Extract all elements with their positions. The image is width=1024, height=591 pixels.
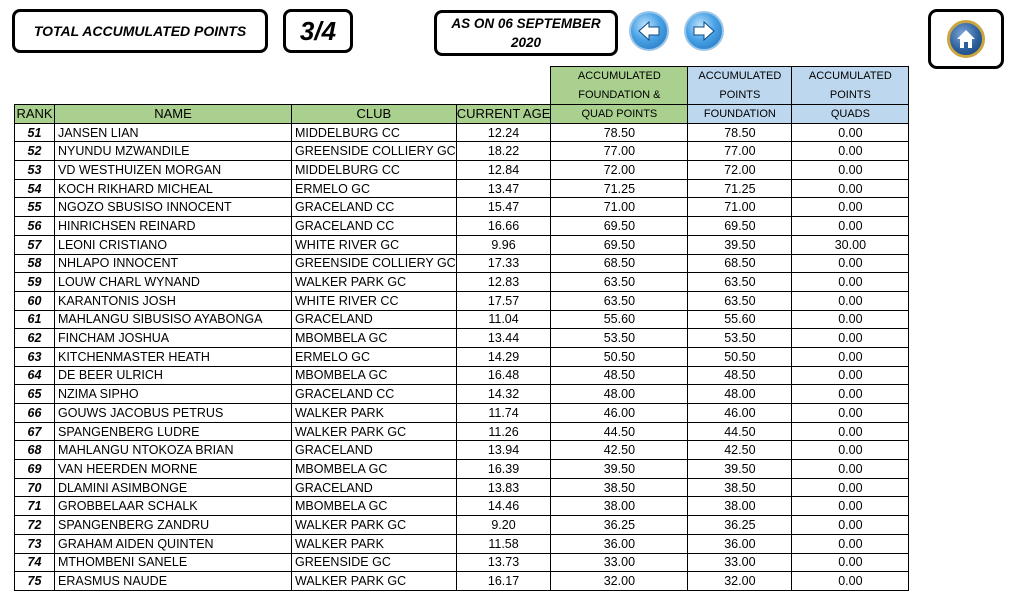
club-cell: WALKER PARK [292, 404, 457, 423]
age-cell: 11.74 [456, 404, 551, 423]
table-row [15, 161, 909, 180]
table-row [15, 441, 909, 460]
home-icon-frame [947, 20, 985, 58]
foundation-quad-points-cell: 68.50 [551, 254, 688, 273]
table-row [15, 497, 909, 516]
rank-cell: 57 [15, 235, 55, 254]
name-cell: LOUW CHARL WYNAND [55, 273, 292, 292]
age-cell: 16.39 [456, 460, 551, 479]
club-cell: MBOMBELA GC [292, 497, 457, 516]
previous-page-button[interactable] [629, 11, 669, 51]
age-cell: 12.84 [456, 161, 551, 180]
foundation-quad-points-cell: 77.00 [551, 142, 688, 161]
foundation-quad-points-cell: 48.50 [551, 366, 688, 385]
foundation-points-cell: 44.50 [688, 422, 792, 441]
foundation-quad-points-cell: 38.00 [551, 497, 688, 516]
table-row [15, 179, 909, 198]
age-cell: 15.47 [456, 198, 551, 217]
foundation-points-cell: 55.60 [688, 310, 792, 329]
foundation-quad-points-cell: 36.00 [551, 534, 688, 553]
quad-points-cell: 0.00 [792, 366, 909, 385]
rank-cell: 66 [15, 404, 55, 423]
club-cell: GREENSIDE COLLIERY GC [292, 142, 457, 161]
points-table [14, 66, 909, 591]
age-cell: 14.32 [456, 385, 551, 404]
col-foundation: FOUNDATION [688, 105, 792, 124]
col-name: NAME [55, 105, 292, 124]
club-cell: GRACELAND [292, 478, 457, 497]
foundation-quad-points-cell: 63.50 [551, 291, 688, 310]
age-cell: 13.44 [456, 329, 551, 348]
age-cell: 14.46 [456, 497, 551, 516]
foundation-points-cell: 42.50 [688, 441, 792, 460]
club-cell: GRACELAND [292, 441, 457, 460]
club-cell: ERMELO GC [292, 347, 457, 366]
foundation-quad-points-cell: 42.50 [551, 441, 688, 460]
name-cell: LEONI CRISTIANO [55, 235, 292, 254]
age-cell: 13.94 [456, 441, 551, 460]
col-rank: RANK [16, 106, 53, 122]
foundation-quad-points-cell: 33.00 [551, 553, 688, 572]
club-cell: WALKER PARK [292, 534, 457, 553]
column-header-row [15, 105, 909, 124]
quad-points-cell: 0.00 [792, 347, 909, 366]
quad-points-cell: 0.00 [792, 142, 909, 161]
quad-points-cell: 0.00 [792, 123, 909, 142]
table-row [15, 254, 909, 273]
quad-points-cell: 0.00 [792, 516, 909, 535]
quad-points-cell: 0.00 [792, 217, 909, 236]
foundation-points-cell: 33.00 [688, 553, 792, 572]
age-cell: 11.04 [456, 310, 551, 329]
foundation-points-cell: 32.00 [688, 572, 792, 591]
name-cell: DE BEER ULRICH [55, 366, 292, 385]
rank-cell: 54 [15, 179, 55, 198]
quad-points-cell: 0.00 [792, 404, 909, 423]
foundation-quad-points-cell: 78.50 [551, 123, 688, 142]
table-row [15, 235, 909, 254]
age-cell: 13.73 [456, 553, 551, 572]
club-cell: MIDDELBURG CC [292, 123, 457, 142]
age-cell: 11.26 [456, 422, 551, 441]
name-cell: NGOZO SBUSISO INNOCENT [55, 198, 292, 217]
rank-cell: 60 [15, 291, 55, 310]
foundation-points-cell: 50.50 [688, 347, 792, 366]
name-cell: FINCHAM JOSHUA [55, 329, 292, 348]
club-cell: WALKER PARK GC [292, 422, 457, 441]
name-cell: NZIMA SIPHO [55, 385, 292, 404]
rank-cell: 74 [15, 553, 55, 572]
quad-points-cell: 0.00 [792, 441, 909, 460]
name-cell: VD WESTHUIZEN MORGAN [55, 161, 292, 180]
foundation-points-cell: 39.50 [688, 235, 792, 254]
table-row [15, 310, 909, 329]
foundation-points-cell: 36.25 [688, 516, 792, 535]
page-indicator: 3/4 [283, 9, 353, 53]
next-page-button[interactable] [684, 11, 724, 51]
club-cell: WHITE RIVER GC [292, 235, 457, 254]
age-cell: 9.20 [456, 516, 551, 535]
name-cell: SPANGENBERG LUDRE [55, 422, 292, 441]
foundation-points-cell: 71.00 [688, 198, 792, 217]
foundation-points-cell: 53.50 [688, 329, 792, 348]
name-cell: GRAHAM AIDEN QUINTEN [55, 534, 292, 553]
rank-cell: 64 [15, 366, 55, 385]
age-cell: 16.48 [456, 366, 551, 385]
foundation-points-cell: 78.50 [688, 123, 792, 142]
club-cell: MIDDELBURG CC [292, 161, 457, 180]
age-cell: 13.47 [456, 179, 551, 198]
rank-cell: 55 [15, 198, 55, 217]
age-cell: 16.66 [456, 217, 551, 236]
foundation-quad-points-cell: 36.25 [551, 516, 688, 535]
table-row [15, 273, 909, 292]
quad-points-cell: 0.00 [792, 497, 909, 516]
rank-cell: 53 [15, 161, 55, 180]
rank-cell: 73 [15, 534, 55, 553]
name-cell: JANSEN LIAN [55, 123, 292, 142]
home-button[interactable] [928, 9, 1004, 69]
rank-cell: 51 [15, 123, 55, 142]
table-row [15, 347, 909, 366]
foundation-points-cell: 63.50 [688, 291, 792, 310]
name-cell: ERASMUS NAUDE [55, 572, 292, 591]
quad-points-cell: 0.00 [792, 254, 909, 273]
foundation-quad-points-cell: 48.00 [551, 385, 688, 404]
rank-cell: 63 [15, 347, 55, 366]
foundation-points-cell: 39.50 [688, 460, 792, 479]
name-cell: VAN HEERDEN MORNE [55, 460, 292, 479]
quad-points-cell: 0.00 [792, 310, 909, 329]
table-row [15, 198, 909, 217]
name-cell: HINRICHSEN REINARD [55, 217, 292, 236]
quad-points-cell: 0.00 [792, 198, 909, 217]
foundation-points-cell: 36.00 [688, 534, 792, 553]
age-cell: 11.58 [456, 534, 551, 553]
club-cell: GREENSIDE COLLIERY GC [292, 254, 457, 273]
club-cell: GRACELAND CC [292, 385, 457, 404]
age-cell: 17.57 [456, 291, 551, 310]
group-header-foundation: ACCUMULATED POINTS [688, 67, 792, 105]
group-header-foundation-quad: ACCUMULATED FOUNDATION & [551, 67, 688, 105]
name-cell: MAHLANGU SIBUSISO AYABONGA [55, 310, 292, 329]
rank-cell: 59 [15, 273, 55, 292]
name-cell: GOUWS JACOBUS PETRUS [55, 404, 292, 423]
rank-cell: 70 [15, 478, 55, 497]
name-cell: GROBBELAAR SCHALK [55, 497, 292, 516]
quad-points-cell: 0.00 [792, 460, 909, 479]
foundation-quad-points-cell: 71.00 [551, 198, 688, 217]
rank-cell: 56 [15, 217, 55, 236]
club-cell: MBOMBELA GC [292, 329, 457, 348]
foundation-quad-points-cell: 32.00 [551, 572, 688, 591]
table-row [15, 366, 909, 385]
rank-cell: 58 [15, 254, 55, 273]
foundation-quad-points-cell: 69.50 [551, 235, 688, 254]
rank-cell: 62 [15, 329, 55, 348]
quad-points-cell: 0.00 [792, 478, 909, 497]
rank-cell: 72 [15, 516, 55, 535]
table-row [15, 478, 909, 497]
quad-points-cell: 0.00 [792, 179, 909, 198]
name-cell: MAHLANGU NTOKOZA BRIAN [55, 441, 292, 460]
club-cell: GRACELAND [292, 310, 457, 329]
quad-points-cell: 0.00 [792, 385, 909, 404]
quad-points-cell: 0.00 [792, 273, 909, 292]
col-quads: QUADS [792, 105, 909, 124]
group-header-quads: ACCUMULATED POINTS [792, 67, 909, 105]
quad-points-cell: 0.00 [792, 291, 909, 310]
foundation-quad-points-cell: 72.00 [551, 161, 688, 180]
foundation-points-cell: 63.50 [688, 273, 792, 292]
table-row [15, 291, 909, 310]
arrow-left-icon [636, 18, 662, 44]
home-icon [955, 28, 977, 50]
club-cell: MBOMBELA GC [292, 366, 457, 385]
rank-cell: 61 [15, 310, 55, 329]
table-row [15, 329, 909, 348]
arrow-right-icon [691, 18, 717, 44]
age-cell: 16.17 [456, 572, 551, 591]
club-cell: WALKER PARK GC [292, 273, 457, 292]
rank-cell: 69 [15, 460, 55, 479]
table-row [15, 460, 909, 479]
table-row [15, 123, 909, 142]
table-row [15, 404, 909, 423]
table-row [15, 217, 909, 236]
club-cell: WHITE RIVER CC [292, 291, 457, 310]
table-row [15, 422, 909, 441]
col-foundation-quad: QUAD POINTS [551, 105, 688, 124]
rank-cell: 67 [15, 422, 55, 441]
foundation-quad-points-cell: 71.25 [551, 179, 688, 198]
rank-cell: 52 [15, 142, 55, 161]
age-cell: 12.83 [456, 273, 551, 292]
quad-points-cell: 0.00 [792, 329, 909, 348]
rank-cell: 65 [15, 385, 55, 404]
group-header-row [15, 67, 909, 105]
name-cell: SPANGENBERG ZANDRU [55, 516, 292, 535]
quad-points-cell: 0.00 [792, 422, 909, 441]
age-cell: 18.22 [456, 142, 551, 161]
page-title: TOTAL ACCUMULATED POINTS [12, 9, 268, 53]
quad-points-cell: 30.00 [792, 235, 909, 254]
table-row [15, 516, 909, 535]
foundation-points-cell: 48.50 [688, 366, 792, 385]
age-cell: 14.29 [456, 347, 551, 366]
foundation-points-cell: 71.25 [688, 179, 792, 198]
foundation-points-cell: 72.00 [688, 161, 792, 180]
name-cell: NYUNDU MZWANDILE [55, 142, 292, 161]
foundation-quad-points-cell: 69.50 [551, 217, 688, 236]
foundation-quad-points-cell: 39.50 [551, 460, 688, 479]
foundation-points-cell: 38.00 [688, 497, 792, 516]
foundation-points-cell: 38.50 [688, 478, 792, 497]
foundation-quad-points-cell: 55.60 [551, 310, 688, 329]
age-cell: 12.24 [456, 123, 551, 142]
club-cell: GRACELAND CC [292, 198, 457, 217]
rank-cell: 68 [15, 441, 55, 460]
quad-points-cell: 0.00 [792, 572, 909, 591]
date-label [434, 10, 618, 56]
name-cell: KARANTONIS JOSH [55, 291, 292, 310]
club-cell: WALKER PARK GC [292, 516, 457, 535]
name-cell: DLAMINI ASIMBONGE [55, 478, 292, 497]
name-cell: NHLAPO INNOCENT [55, 254, 292, 273]
foundation-quad-points-cell: 53.50 [551, 329, 688, 348]
foundation-points-cell: 69.50 [688, 217, 792, 236]
foundation-quad-points-cell: 44.50 [551, 422, 688, 441]
foundation-quad-points-cell: 50.50 [551, 347, 688, 366]
date-line-1: AS ON 06 SEPTEMBER [451, 16, 601, 31]
club-cell: ERMELO GC [292, 179, 457, 198]
name-cell: KOCH RIKHARD MICHEAL [55, 179, 292, 198]
table-row [15, 572, 909, 591]
age-cell: 9.96 [456, 235, 551, 254]
club-cell: GRACELAND CC [292, 217, 457, 236]
table-row [15, 534, 909, 553]
quad-points-cell: 0.00 [792, 534, 909, 553]
club-cell: GREENSIDE GC [292, 553, 457, 572]
foundation-quad-points-cell: 46.00 [551, 404, 688, 423]
col-club: CLUB [292, 105, 457, 124]
table-row [15, 385, 909, 404]
age-cell: 17.33 [456, 254, 551, 273]
club-cell: WALKER PARK GC [292, 572, 457, 591]
table-row [15, 553, 909, 572]
col-age: CURRENT AGE [456, 106, 551, 122]
date-line-2: 2020 [510, 35, 542, 50]
table-row [15, 142, 909, 161]
name-cell: KITCHENMASTER HEATH [55, 347, 292, 366]
foundation-quad-points-cell: 63.50 [551, 273, 688, 292]
foundation-points-cell: 77.00 [688, 142, 792, 161]
rank-cell: 71 [15, 497, 55, 516]
age-cell: 13.83 [456, 478, 551, 497]
name-cell: MTHOMBENI SANELE [55, 553, 292, 572]
foundation-points-cell: 46.00 [688, 404, 792, 423]
rank-cell: 75 [15, 572, 55, 591]
quad-points-cell: 0.00 [792, 161, 909, 180]
foundation-points-cell: 68.50 [688, 254, 792, 273]
club-cell: MBOMBELA GC [292, 460, 457, 479]
foundation-quad-points-cell: 38.50 [551, 478, 688, 497]
foundation-points-cell: 48.00 [688, 385, 792, 404]
quad-points-cell: 0.00 [792, 553, 909, 572]
